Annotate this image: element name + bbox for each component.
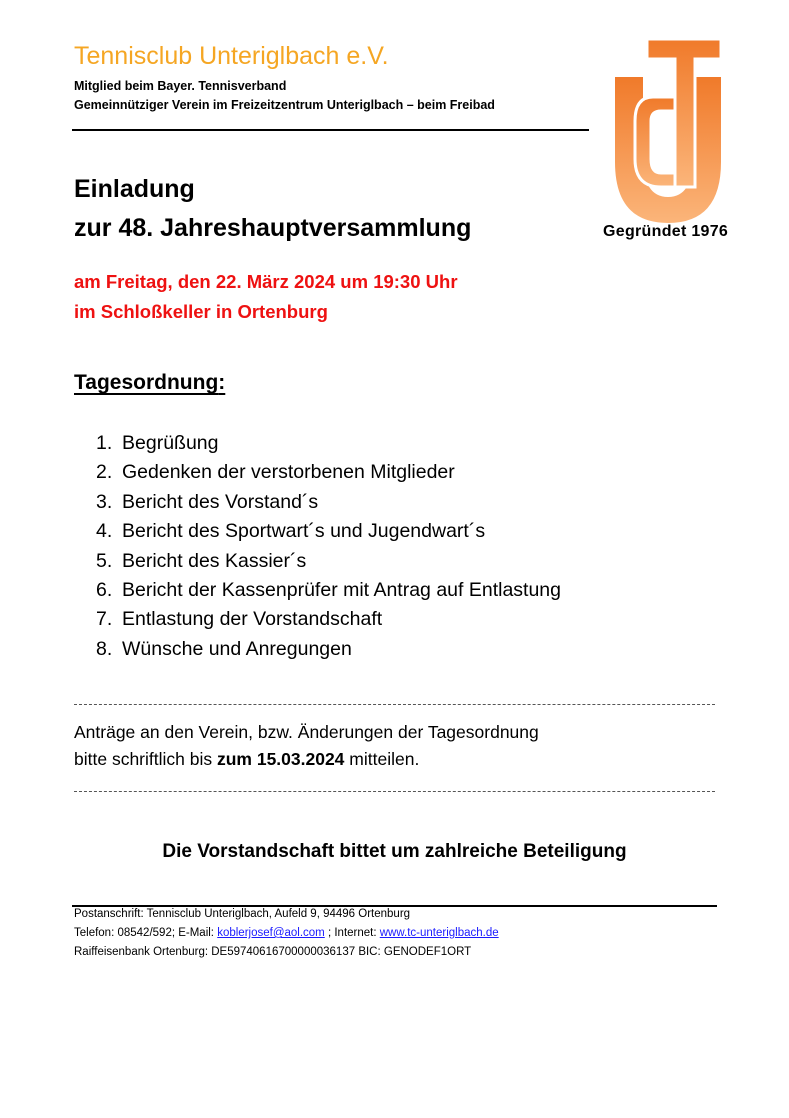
agenda-item: 1. Begrüßung xyxy=(96,432,219,454)
dashed-divider xyxy=(74,791,715,792)
agenda-item: 2. Gedenken der verstorbenen Mitglieder xyxy=(96,461,455,484)
closing-line: Die Vorstandschaft bittet um zahlreiche Beteiligung xyxy=(162,841,627,862)
notice-line-2: bitte schriftlich bis zum 15.03.2024 mitteilen. xyxy=(74,749,420,769)
agenda-item: 3. Bericht des Vorstand´s xyxy=(96,490,319,513)
invitation-title: Einladung xyxy=(74,175,195,203)
meeting-date: am Freitag, den 22. März 2024 um 19:30 Uhr xyxy=(74,271,458,292)
footer-divider xyxy=(72,905,717,907)
website-link[interactable]: www.tc-unteriglbach.de xyxy=(379,927,499,939)
club-name: Tennisclub Unteriglbach e.V. xyxy=(74,42,389,70)
footer-address: Postanschrift: Tennisclub Unteriglbach, Aufeld 9, 94496 Ortenburg xyxy=(74,908,411,920)
header-divider xyxy=(72,129,589,131)
founded-label: Gegründet 1976 xyxy=(603,223,729,240)
agenda-title: Tagesordnung: xyxy=(74,371,226,394)
agenda-item: 5. Bericht des Kassier´s xyxy=(96,549,307,572)
agenda-item: 8. Wünsche und Anregungen xyxy=(96,637,352,660)
membership-line: Mitglied beim Bayer. Tennisverband xyxy=(74,79,287,93)
notice-line-1: Anträge an den Verein, bzw. Änderungen der Tagesordnung xyxy=(74,722,539,742)
agenda-item: 4. Bericht des Sportwart´s und Jugendwart´s xyxy=(96,520,486,543)
club-logo xyxy=(613,37,723,225)
agenda-list xyxy=(96,429,561,664)
meeting-place: im Schloßkeller in Ortenburg xyxy=(74,301,328,322)
agenda-item: 6. Bericht der Kassenprüfer mit Antrag auf Entlastung xyxy=(96,578,561,601)
dashed-divider xyxy=(74,704,715,705)
association-line: Gemeinnütziger Verein im Freizeitzentrum Unteriglbach – beim Freibad xyxy=(74,98,495,112)
footer-contact: Telefon: 08542/592; E-Mail: koblerjosef@aol.com ; Internet: www.tc-unteriglbach.de xyxy=(74,927,499,939)
footer-bank: Raiffeisenbank Ortenburg: DE59740616700000036137 BIC: GENODEF1ORT xyxy=(74,946,472,958)
notice-deadline: zum 15.03.2024 xyxy=(216,749,345,769)
agenda-item: 7. Entlastung der Vorstandschaft xyxy=(96,608,383,631)
invitation-subtitle: zur 48. Jahreshauptversammlung xyxy=(74,214,472,242)
email-link[interactable]: koblerjosef@aol.com xyxy=(217,927,325,939)
